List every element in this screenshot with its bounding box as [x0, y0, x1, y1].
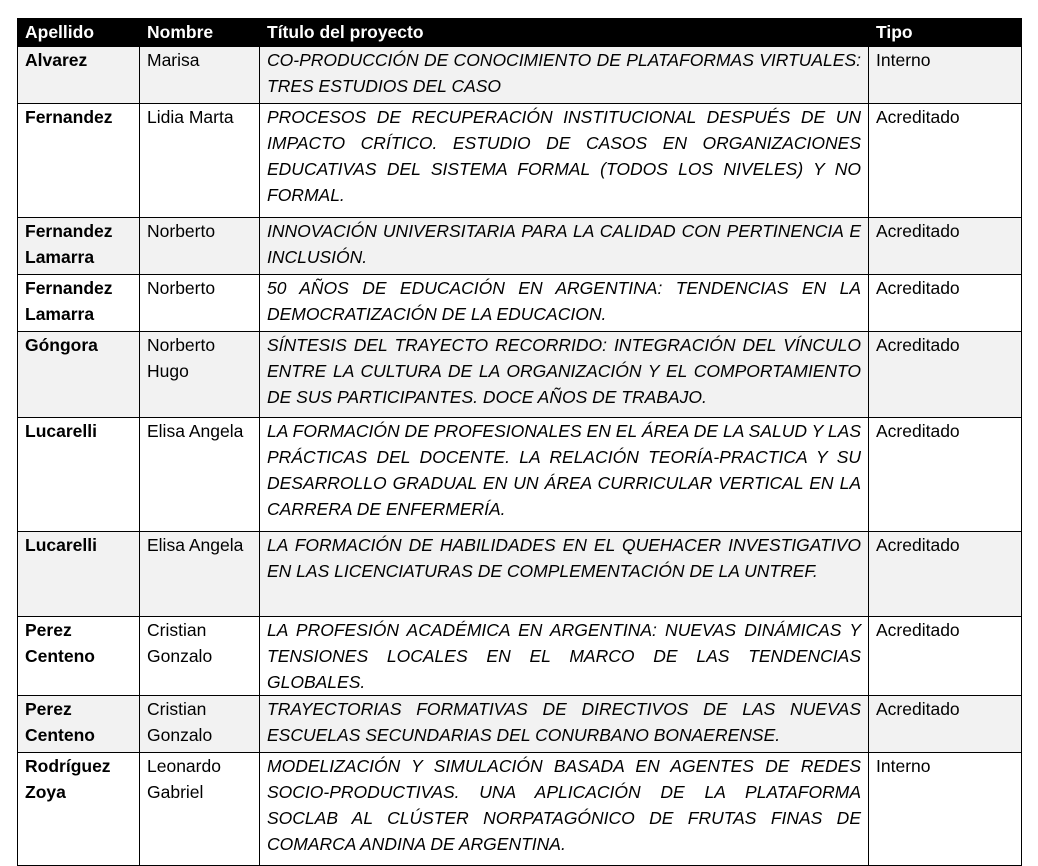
table-row: [18, 218, 1022, 275]
cell-titulo: 50 AÑOS DE EDUCACIÓN EN ARGENTINA: TENDENCIAS EN LA DEMOCRATIZACIÓN DE LA EDUCACION.: [260, 275, 869, 332]
cell-nombre: Cristian Gonzalo: [140, 617, 260, 696]
cell-tipo: Acreditado: [869, 275, 1022, 332]
cell-titulo: PROCESOS DE RECUPERACIÓN INSTITUCIONAL DESPUÉS DE UN IMPACTO CRÍTICO. ESTUDIO DE CASOS EN ORGANIZACIONES EDUCATIVAS DEL SISTEMA FORMAL (TODOS LOS NIVELES) Y NO FORMAL.: [260, 104, 869, 218]
cell-apellido: Lucarelli: [18, 532, 140, 617]
cell-tipo: Interno: [869, 753, 1022, 866]
cell-apellido: Lucarelli: [18, 418, 140, 532]
cell-apellido: Rodríguez Zoya: [18, 753, 140, 866]
table-row: [18, 332, 1022, 418]
cell-nombre: Norberto: [140, 218, 260, 275]
table-row: [18, 275, 1022, 332]
table-row: [18, 104, 1022, 218]
projects-table: [17, 18, 1022, 866]
table-header: [18, 19, 1022, 47]
cell-titulo: LA FORMACIÓN DE HABILIDADES EN EL QUEHACER INVESTIGATIVO EN LAS LICENCIATURAS DE COMPLEMENTACIÓN DE LA UNTREF.: [260, 532, 869, 617]
cell-apellido: Perez Centeno: [18, 617, 140, 696]
cell-nombre: Elisa Angela: [140, 418, 260, 532]
table-row: [18, 753, 1022, 866]
cell-apellido: Fernandez Lamarra: [18, 218, 140, 275]
table-row: [18, 47, 1022, 104]
table-row: [18, 617, 1022, 696]
cell-nombre: Lidia Marta: [140, 104, 260, 218]
table-row: [18, 696, 1022, 753]
table-row: [18, 418, 1022, 532]
cell-titulo: INNOVACIÓN UNIVERSITARIA PARA LA CALIDAD CON PERTINENCIA E INCLUSIÓN.: [260, 218, 869, 275]
cell-nombre: Marisa: [140, 47, 260, 104]
cell-tipo: Acreditado: [869, 617, 1022, 696]
header-row: [18, 19, 1022, 47]
cell-titulo: LA FORMACIÓN DE PROFESIONALES EN EL ÁREA DE LA SALUD Y LAS PRÁCTICAS DEL DOCENTE. LA RELACIÓN TEORÍA-PRACTICA Y SU DESARROLLO GRADUAL EN UN ÁREA CURRICULAR VERTICAL EN LA CARRERA DE ENFERMERÍA.: [260, 418, 869, 532]
cell-nombre: Leonardo Gabriel: [140, 753, 260, 866]
header-titulo: Título del proyecto: [260, 19, 869, 47]
cell-apellido: Fernandez Lamarra: [18, 275, 140, 332]
cell-titulo: TRAYECTORIAS FORMATIVAS DE DIRECTIVOS DE LAS NUEVAS ESCUELAS SECUNDARIAS DEL CONURBANO BONAERENSE.: [260, 696, 869, 753]
header-tipo: Tipo: [869, 19, 1022, 47]
table-body: [18, 47, 1022, 866]
cell-tipo: Interno: [869, 47, 1022, 104]
cell-titulo: CO-PRODUCCIÓN DE CONOCIMIENTO DE PLATAFORMAS VIRTUALES: TRES ESTUDIOS DEL CASO: [260, 47, 869, 104]
cell-nombre: Cristian Gonzalo: [140, 696, 260, 753]
cell-nombre: Norberto Hugo: [140, 332, 260, 418]
table-row: [18, 532, 1022, 617]
cell-apellido: Perez Centeno: [18, 696, 140, 753]
cell-nombre: Norberto: [140, 275, 260, 332]
cell-tipo: Acreditado: [869, 218, 1022, 275]
cell-apellido: Alvarez: [18, 47, 140, 104]
cell-tipo: Acreditado: [869, 332, 1022, 418]
cell-tipo: Acreditado: [869, 104, 1022, 218]
cell-tipo: Acreditado: [869, 418, 1022, 532]
cell-titulo: MODELIZACIÓN Y SIMULACIÓN BASADA EN AGENTES DE REDES SOCIO-PRODUCTIVAS. UNA APLICACIÓN DE LA PLATAFORMA SOCLAB AL CLÚSTER NORPATAGÓNICO DE FRUTAS FINAS DE COMARCA ANDINA DE ARGENTINA.: [260, 753, 869, 866]
cell-tipo: Acreditado: [869, 696, 1022, 753]
header-nombre: Nombre: [140, 19, 260, 47]
cell-tipo: Acreditado: [869, 532, 1022, 617]
header-apellido: Apellido: [18, 19, 140, 47]
cell-apellido: Fernandez: [18, 104, 140, 218]
cell-titulo: SÍNTESIS DEL TRAYECTO RECORRIDO: INTEGRACIÓN DEL VÍNCULO ENTRE LA CULTURA DE LA ORGANIZACIÓN Y EL COMPORTAMIENTO DE SUS PARTICIPANTES. DOCE AÑOS DE TRABAJO.: [260, 332, 869, 418]
cell-apellido: Góngora: [18, 332, 140, 418]
cell-titulo: LA PROFESIÓN ACADÉMICA EN ARGENTINA: NUEVAS DINÁMICAS Y TENSIONES LOCALES EN EL MARCO DE LAS TENDENCIAS GLOBALES.: [260, 617, 869, 696]
cell-nombre: Elisa Angela: [140, 532, 260, 617]
